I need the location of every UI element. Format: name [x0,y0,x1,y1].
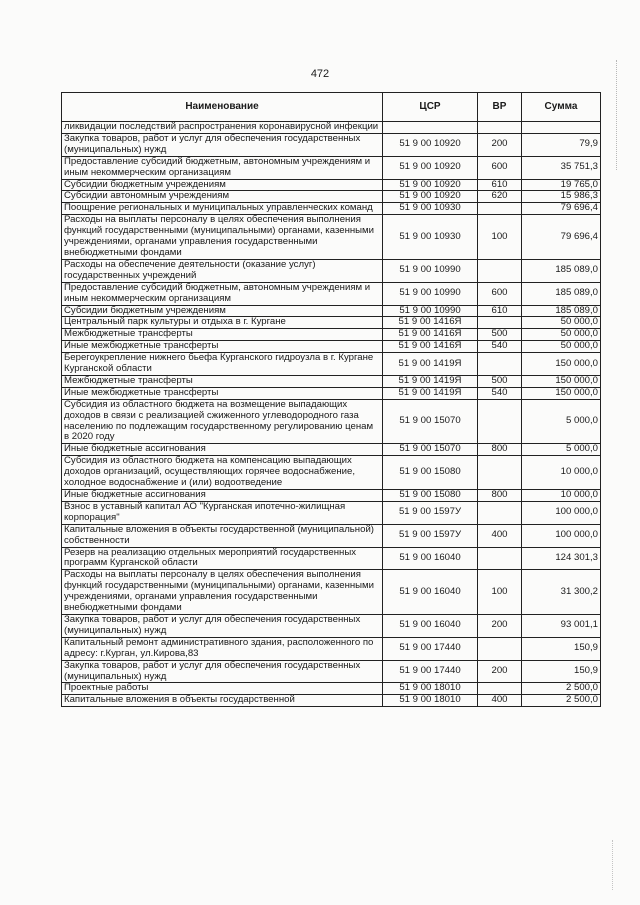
row-sum: 185 089,0 [522,259,601,282]
row-name: Закупка товаров, работ и услуг для обеспечения государственных (муниципальных) нужд [62,614,383,637]
row-vr [478,122,522,134]
row-name: Закупка товаров, работ и услуг для обеспечения государственных (муниципальных) нужд [62,660,383,683]
row-vr: 540 [478,387,522,399]
table-row [62,387,601,399]
table-row [62,614,601,637]
row-vr: 500 [478,375,522,387]
row-csr: 51 9 00 17440 [383,660,478,683]
row-vr: 100 [478,215,522,260]
row-name: Предоставление субсидий бюджетным, автономным учреждениям и иным некоммерческим организациям [62,156,383,179]
row-sum: 2 500,0 [522,683,601,695]
row-csr: 51 9 00 10990 [383,305,478,317]
table-row [62,259,601,282]
table-row [62,490,601,502]
row-name: ликвидации последствий распространения коронавирусной инфекции [62,122,383,134]
row-name: Расходы на выплаты персоналу в целях обеспечения выполнения функций государственными (муниципальными) органами, казенными учреждениями, органами управления государственными внебюджетными фондами [62,570,383,615]
row-vr: 800 [478,444,522,456]
row-vr: 200 [478,660,522,683]
row-sum: 93 001,1 [522,614,601,637]
row-name: Взнос в уставный капитал АО "Курганская ипотечно-жилищная корпорация" [62,501,383,524]
row-vr: 800 [478,490,522,502]
row-name: Капитальные вложения в объекты государственной (муниципальной) собственности [62,524,383,547]
row-name: Закупка товаров, работ и услуг для обеспечения государственных (муниципальных) нужд [62,133,383,156]
row-csr: 51 9 00 1597У [383,501,478,524]
row-csr: 51 9 00 18010 [383,695,478,707]
row-vr [478,353,522,376]
table-row [62,547,601,570]
row-csr: 51 9 00 1597У [383,524,478,547]
row-sum: 15 986,3 [522,191,601,203]
row-csr: 51 9 00 10990 [383,282,478,305]
table-row [62,399,601,444]
row-sum: 19 765,0 [522,179,601,191]
row-sum: 5 000,0 [522,444,601,456]
row-sum: 124 301,3 [522,547,601,570]
row-vr: 200 [478,614,522,637]
row-sum: 35 751,3 [522,156,601,179]
table-row [62,133,601,156]
row-csr: 51 9 00 1416Я [383,341,478,353]
row-sum: 150,9 [522,660,601,683]
row-vr [478,456,522,490]
header-csr: ЦСР [383,93,478,122]
row-vr: 400 [478,524,522,547]
row-name: Субсидии бюджетным учреждениям [62,179,383,191]
row-name: Капитальный ремонт административного здания, расположенного по адресу: г.Курган, ул.Кирова,83 [62,637,383,660]
row-sum: 185 089,0 [522,282,601,305]
row-name: Иные бюджетные ассигнования [62,444,383,456]
header-vr: ВР [478,93,522,122]
scan-artifact [616,60,618,170]
row-csr: 51 9 00 1416Я [383,329,478,341]
row-vr [478,501,522,524]
row-name: Берегоукрепление нижнего бьефа Курганского гидроузла в г. Кургане Курганской области [62,353,383,376]
header-sum: Сумма [522,93,601,122]
table-row [62,524,601,547]
table-row [62,375,601,387]
row-name: Субсидии бюджетным учреждениям [62,305,383,317]
row-vr: 610 [478,179,522,191]
table-row [62,660,601,683]
row-sum: 79 696,4 [522,203,601,215]
table-body [62,122,601,707]
row-sum: 50 000,0 [522,317,601,329]
row-sum: 100 000,0 [522,524,601,547]
row-csr [383,122,478,134]
table-row [62,179,601,191]
row-csr: 51 9 00 1419Я [383,353,478,376]
row-sum: 2 500,0 [522,695,601,707]
table-row [62,637,601,660]
row-csr: 51 9 00 10920 [383,179,478,191]
row-vr [478,683,522,695]
table-row [62,444,601,456]
table-row [62,215,601,260]
row-name: Иные межбюджетные трансферты [62,387,383,399]
row-name: Расходы на выплаты персоналу в целях обеспечения выполнения функций государственными (муниципальными) органами, казенными учреждениями, органами управления государственными внебюджетными фондами [62,215,383,260]
table-row [62,305,601,317]
row-vr [478,399,522,444]
row-name: Проектные работы [62,683,383,695]
row-sum: 10 000,0 [522,456,601,490]
row-sum: 100 000,0 [522,501,601,524]
row-csr: 51 9 00 16040 [383,570,478,615]
row-vr: 100 [478,570,522,615]
row-name: Субсидия из областного бюджета на компенсацию выпадающих доходов организаций, осуществляющих горячее водоснабжение, холодное водоснабжение и (или) водоотведение [62,456,383,490]
row-csr: 51 9 00 10920 [383,156,478,179]
budget-table [61,92,601,707]
row-name: Предоставление субсидий бюджетным, автономным учреждениям и иным некоммерческим организациям [62,282,383,305]
row-vr [478,259,522,282]
row-csr: 51 9 00 10920 [383,191,478,203]
header-name: Наименование [62,93,383,122]
row-csr: 51 9 00 15080 [383,490,478,502]
row-csr: 51 9 00 18010 [383,683,478,695]
row-name: Резерв на реализацию отдельных мероприятий государственных программ Курганской области [62,547,383,570]
row-vr [478,547,522,570]
table-row [62,282,601,305]
row-name: Межбюджетные трансферты [62,375,383,387]
row-csr: 51 9 00 1419Я [383,387,478,399]
row-vr: 600 [478,282,522,305]
table-row [62,317,601,329]
table-header-row [62,93,601,122]
table-row [62,341,601,353]
row-vr: 500 [478,329,522,341]
row-name: Межбюджетные трансферты [62,329,383,341]
row-csr: 51 9 00 17440 [383,637,478,660]
table-row [62,203,601,215]
row-sum: 185 089,0 [522,305,601,317]
row-sum: 150,9 [522,637,601,660]
row-name: Поощрение региональных и муниципальных управленческих команд [62,203,383,215]
row-name: Субсидии автономным учреждениям [62,191,383,203]
table-row [62,191,601,203]
scan-artifact [612,840,614,890]
row-csr: 51 9 00 16040 [383,614,478,637]
row-vr: 600 [478,156,522,179]
table-row [62,683,601,695]
row-sum: 150 000,0 [522,353,601,376]
row-sum [522,122,601,134]
row-name: Центральный парк культуры и отдыха в г. Кургане [62,317,383,329]
table-row [62,122,601,134]
table-row [62,501,601,524]
row-csr: 51 9 00 16040 [383,547,478,570]
row-vr [478,317,522,329]
table-row [62,329,601,341]
table-row [62,695,601,707]
row-vr: 200 [478,133,522,156]
row-vr: 540 [478,341,522,353]
row-csr: 51 9 00 10990 [383,259,478,282]
row-sum: 79 696,4 [522,215,601,260]
table-row [62,456,601,490]
row-sum: 50 000,0 [522,341,601,353]
row-sum: 31 300,2 [522,570,601,615]
row-csr: 51 9 00 10930 [383,203,478,215]
row-sum: 150 000,0 [522,375,601,387]
table-row [62,353,601,376]
page-number: 472 [310,68,330,80]
row-sum: 5 000,0 [522,399,601,444]
row-sum: 150 000,0 [522,387,601,399]
row-vr [478,637,522,660]
row-csr: 51 9 00 10920 [383,133,478,156]
row-name: Иные межбюджетные трансферты [62,341,383,353]
row-sum: 10 000,0 [522,490,601,502]
table-row [62,570,601,615]
row-csr: 51 9 00 15070 [383,444,478,456]
row-sum: 50 000,0 [522,329,601,341]
row-csr: 51 9 00 15080 [383,456,478,490]
row-csr: 51 9 00 10930 [383,215,478,260]
row-name: Капитальные вложения в объекты государственной [62,695,383,707]
row-csr: 51 9 00 1419Я [383,375,478,387]
row-csr: 51 9 00 15070 [383,399,478,444]
row-vr [478,203,522,215]
row-name: Субсидия из областного бюджета на возмещение выпадающих доходов в связи с реализацией сжиженного углеводородного газа населению по подлежащим государственному регулированию ценам в 2020 году [62,399,383,444]
row-vr: 400 [478,695,522,707]
row-name: Расходы на обеспечение деятельности (оказание услуг) государственных учреждений [62,259,383,282]
table-row [62,156,601,179]
row-sum: 79,9 [522,133,601,156]
row-vr: 610 [478,305,522,317]
row-csr: 51 9 00 1416Я [383,317,478,329]
row-name: Иные бюджетные ассигнования [62,490,383,502]
row-vr: 620 [478,191,522,203]
